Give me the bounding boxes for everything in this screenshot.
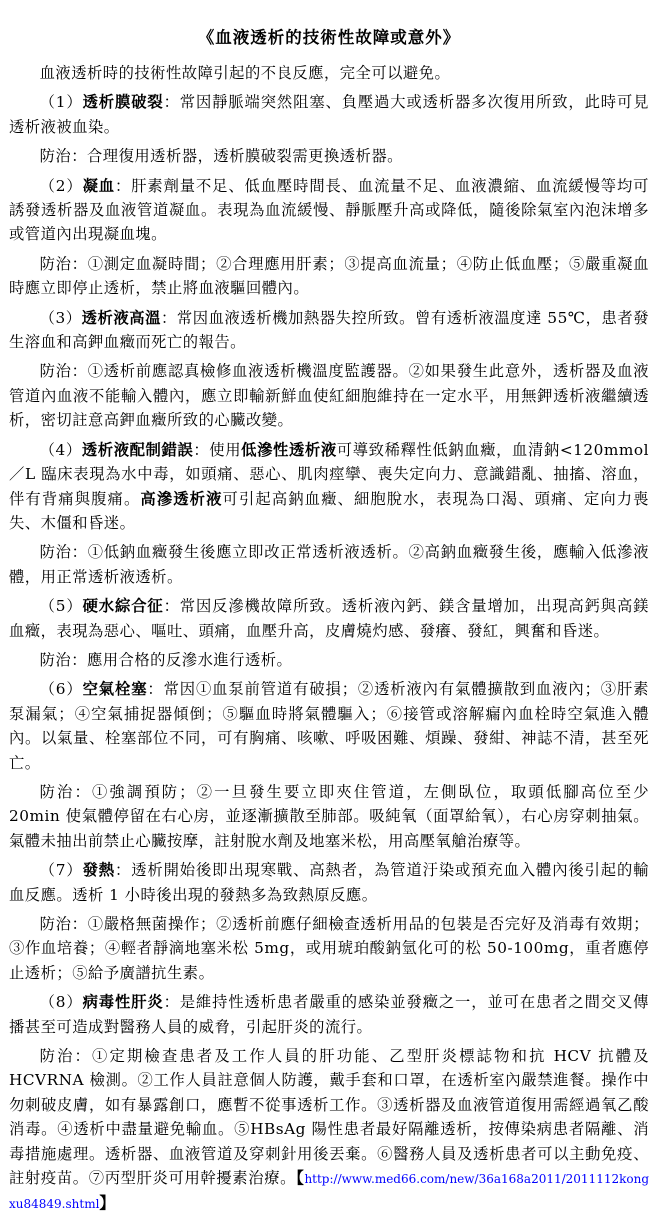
bold-term: 凝血 — [82, 176, 115, 195]
paragraph — [9, 594, 649, 643]
text-run: （1） — [39, 93, 83, 112]
text-run: ：肝素劑量不足、低血壓時間長、血流量不足、血液濃縮、血流緩慢等均可誘發透析器及血液管道凝血。表現為血流緩慢、靜脈壓升高或降低，隨後除氣室內泡沫增多或管道內出現凝血塊。 — [9, 176, 649, 244]
text-run: 防治：①嚴格無菌操作；②透析前應仔細檢查透析用品的包裝是否完好及消毒有效期；③作血培養；④輕者靜滴地塞米松 5mg，或用琥珀酸鈉氫化可的松 50-100mg，重者應停止透析；⑤給予廣譜抗生素。 — [9, 915, 649, 982]
text-run: ：常因反滲機故障所致。透析液內鈣、鎂含量增加，出現高鈣與高鎂血癥，表現為惡心、嘔吐、頭痛，血壓升高，皮膚燒灼感、發癢、發紅，興奮和昏迷。 — [9, 597, 649, 640]
paragraph — [9, 677, 649, 775]
bold-term: 硬水綜合征 — [82, 597, 164, 616]
text-run: ：常因①血泵前管道有破損；②透析液內有氣體擴散到血液內；③肝素泵漏氣；④空氣捕捉器傾倒；⑤驅血時將氣體驅入；⑥接管或溶解瘺內血栓時空氣進入體內。以氣量、栓塞部位不同，可有胸痛、咳嗽、呼吸困難、煩躁、發紺、神誌不清，甚至死亡。 — [9, 680, 649, 772]
text-run: 防治：合理復用透析器，透析膜破裂需更換透析器。 — [39, 147, 403, 166]
bold-term: 低滲性透析液 — [241, 440, 337, 459]
paragraph — [9, 90, 649, 139]
paragraph — [9, 174, 649, 247]
bold-term: 透析膜破裂 — [82, 93, 164, 112]
document-body — [9, 61, 649, 1217]
text-run: （8） — [39, 993, 83, 1012]
text-run: 防治：①透析前應認真檢修血液透析機溫度監護器。②如果發生此意外，透析器及血液管道內血液不能輸入體內，應立即輸新鮮血使紅細胞維持在一定水平，用無鉀透析液繼續透析，密切註意高鉀血癥所致的心臟改變。 — [9, 362, 649, 430]
text-run: ：常因靜脈端突然阻塞、負壓過大或透析器多次復用所致，此時可見透析液被血染。 — [9, 93, 649, 136]
text-run: ：透析開始後即出現寒戰、高熱者，為管道汙染或預充血入體內後引起的輸血反應。透析 1 小時後出現的發熱多為致熱原反應。 — [9, 861, 649, 904]
paragraph — [9, 61, 649, 85]
text-run: 防治：①低鈉血癥發生後應立即改正常透析液透析。②高鈉血癥發生後，應輸入低滲液體，用正常透析液透析。 — [9, 543, 649, 586]
text-run: ：常因血液透析機加熱器失控所致。曾有透析液溫度達 55℃，患者發生溶血和高鉀血癥而死亡的報告。 — [9, 308, 649, 352]
paragraph — [9, 1044, 649, 1217]
paragraph — [9, 252, 649, 301]
paragraph — [9, 306, 649, 355]
text-run: （6） — [39, 680, 83, 699]
text-run: 可引起高鈉血癥、細胞脫水，表現為口渴、頭痛、定向力喪失、木僵和昏迷。 — [9, 489, 649, 532]
paragraph — [9, 540, 649, 589]
paragraph — [9, 912, 649, 985]
citation-bracket: 】 — [99, 1194, 116, 1213]
citation-bracket: 【 — [296, 1169, 305, 1188]
text-run: 防治：①強調預防；②一旦發生要立即夾住管道，左側臥位，取頭低腳高位至少 20min 使氣體停留在右心房，並逐漸擴散至肺部。吸純氧（面罩給氧），右心房穿刺抽氣。氣體未抽出前禁止心臟按摩，註射脫水劑及地塞米松，用高壓氧艙治療等。 — [9, 782, 649, 850]
text-run: 防治：應用合格的反滲水進行透析。 — [39, 650, 293, 669]
text-run: （3） — [39, 308, 82, 327]
paragraph — [9, 648, 649, 672]
document-title: 《血液透析的技術性故障或意外》 — [197, 28, 461, 47]
bold-term: 高滲透析液 — [140, 489, 223, 508]
bold-term: 透析液配制錯誤 — [81, 440, 194, 459]
text-run: （7） — [39, 861, 83, 880]
bold-term: 透析液高溫 — [81, 308, 162, 327]
text-run: 防治：①測定血凝時間；②合理應用肝素；③提高血流量；④防止低血壓；⑤嚴重凝血時應立即停止透析，禁止將血液驅回體內。 — [9, 254, 649, 298]
paragraph — [9, 359, 649, 432]
text-run: （2） — [39, 176, 83, 195]
text-run: （4） — [39, 440, 82, 459]
paragraph — [9, 990, 649, 1039]
bold-term: 病毒性肝炎 — [82, 993, 164, 1012]
text-run: （5） — [39, 597, 83, 616]
paragraph — [9, 144, 649, 168]
bold-term: 發熱 — [82, 861, 115, 880]
paragraph — [9, 858, 649, 907]
text-run: ：使用 — [193, 440, 242, 459]
text-run: 防治：①定期檢查患者及工作人員的肝功能、乙型肝炎標誌物和抗 HCV 抗體及 HCVRNA 檢測。②工作人員註意個人防護，戴手套和口罩，在透析室內嚴禁進餐。操作中勿刺破皮膚，如有暴露創口，應暫不從事透析工作。③透析器及血液管道復用需經過氧乙酸消毒。④透析中盡量避免輸血。⑤HBsAg 陽性患者最好隔離透析，按傳染病患者隔離、消毒措施處理。透析器、血液管道及穿刺針用後丟棄。⑥醫務人員及透析患者可以主動免疫、註射疫苗。⑦丙型肝炎可用幹擾素治療。 — [9, 1047, 649, 1188]
paragraph — [9, 438, 649, 536]
paragraph — [9, 780, 649, 853]
text-run: 可導致稀釋性低鈉血癥，血清鈉<120mmol／L 臨床表現為水中毒，如頭痛、惡心、肌肉痙攣、喪失定向力、意識錯亂、抽搐、溶血，伴有背痛與腹痛。 — [9, 440, 649, 508]
source-url-link[interactable]: http://www.med66.com/new/36a168a2011/2011112kongxu84849.shtml — [9, 1172, 649, 1212]
text-run: ：是維持性透析患者嚴重的感染並發癥之一，並可在患者之間交叉傳播甚至可造成對醫務人員的威脅，引起肝炎的流行。 — [9, 993, 649, 1036]
bold-term: 空氣栓塞 — [82, 680, 148, 699]
text-run: 血液透析時的技術性故障引起的不良反應，完全可以避免。 — [39, 64, 451, 82]
